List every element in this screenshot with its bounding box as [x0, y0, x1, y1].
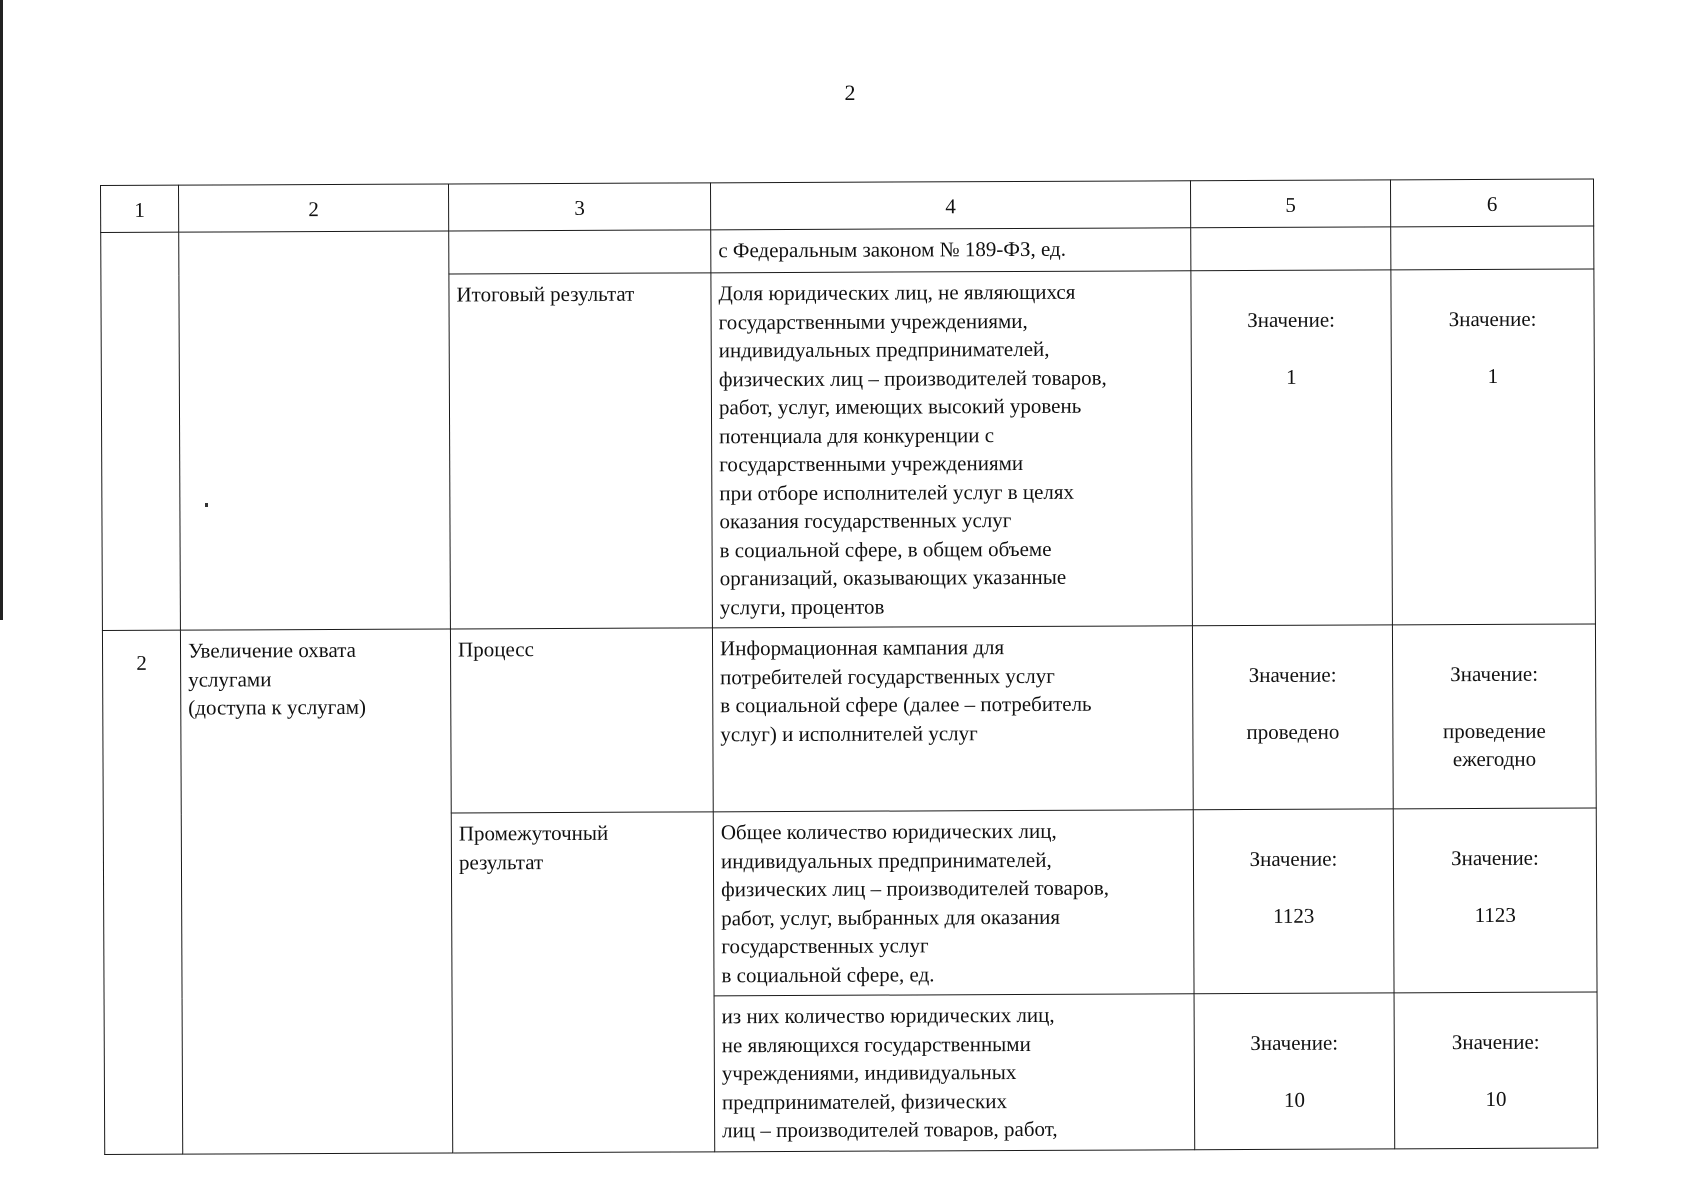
table-row-continuation — [101, 226, 1594, 276]
page-number: 2 — [844, 80, 856, 105]
value-number: 10 — [1283, 1087, 1306, 1112]
value-label: Значение: — [1448, 306, 1537, 331]
value-text: проведение ежегодно — [1442, 718, 1546, 772]
value-number: 1 — [1487, 363, 1499, 388]
final-result-value-6 — [1391, 269, 1596, 625]
continuation-col5 — [1191, 227, 1391, 271]
row1-col3-empty — [449, 230, 711, 274]
value-number: 1 — [1286, 364, 1297, 389]
continuation-indicator-text: с Федеральным законом № 189-ФЗ, ед. — [711, 228, 1191, 273]
process-indicator: Информационная кампания для потребителей государственных услуг в социальной сфере (далее – потребитель услуг) и исполнителей услуг — [712, 626, 1193, 812]
table-row-process — [102, 624, 1596, 815]
process-value-5 — [1192, 625, 1393, 810]
value-label: Значение: — [1450, 661, 1539, 686]
column-header-5: 5 — [1190, 180, 1390, 228]
column-header-6: 6 — [1390, 179, 1593, 227]
subset-value-5 — [1194, 993, 1395, 1149]
value-number: 1123 — [1474, 902, 1516, 927]
row1-col2-empty — [179, 231, 451, 630]
intermediate-stage: Промежуточный результат — [451, 812, 714, 1153]
final-result-indicator: Доля юридических лиц, не являющихся государственными учреждениями, индивидуальных предпринимателей, физических лиц – производителей товаров, работ, услуг, имеющих высокий уровень потенциала для конкуренции с государственными учреждениями при отборе исполнителей услуг в целях оказания государственных услуг в социальной сфере, в общем объеме организаций, оказывающих указанные услуги, процентов — [711, 271, 1193, 628]
process-value-6 — [1392, 624, 1596, 809]
value-label: Значение: — [1248, 662, 1337, 687]
intermediate-value-5 — [1193, 809, 1394, 994]
row1-col1-empty — [101, 232, 181, 630]
value-number: 1123 — [1273, 903, 1315, 928]
value-label: Значение: — [1250, 1030, 1339, 1055]
value-label: Значение: — [1247, 307, 1336, 332]
row-number: 2 — [102, 630, 182, 1154]
value-label: Значение: — [1249, 846, 1338, 871]
continuation-col6 — [1391, 226, 1594, 270]
column-header-1: 1 — [101, 185, 179, 232]
column-header-2: 2 — [179, 184, 449, 232]
intermediate-indicator: Общее количество юридических лиц, индивидуальных предпринимателей, физических лиц – производителей товаров, работ, услуг, выбранных для оказания государственных услуг в социальной сфере, ед. — [713, 810, 1194, 996]
value-number: 10 — [1485, 1086, 1507, 1111]
final-result-value-5 — [1191, 270, 1393, 626]
subset-indicator: из них количество юридических лиц, не являющихся государственными учреждениями, индивидуальных предпринимателей, физических лиц – производителей товаров, работ, — [714, 994, 1195, 1152]
table-header-row — [101, 179, 1594, 233]
value-label: Значение: — [1451, 1029, 1540, 1054]
column-header-4: 4 — [710, 181, 1190, 230]
process-stage: Процесс — [450, 628, 713, 813]
task-name: Увеличение охвата услугами (доступа к услугам) — [180, 629, 452, 1154]
value-text: проведено — [1246, 719, 1340, 744]
final-result-stage: Итоговый результат — [449, 273, 713, 629]
intermediate-value-6 — [1393, 808, 1597, 993]
subset-value-6 — [1394, 992, 1598, 1148]
column-header-3: 3 — [448, 183, 710, 231]
indicators-table — [100, 178, 1598, 1154]
value-label: Значение: — [1451, 845, 1539, 870]
